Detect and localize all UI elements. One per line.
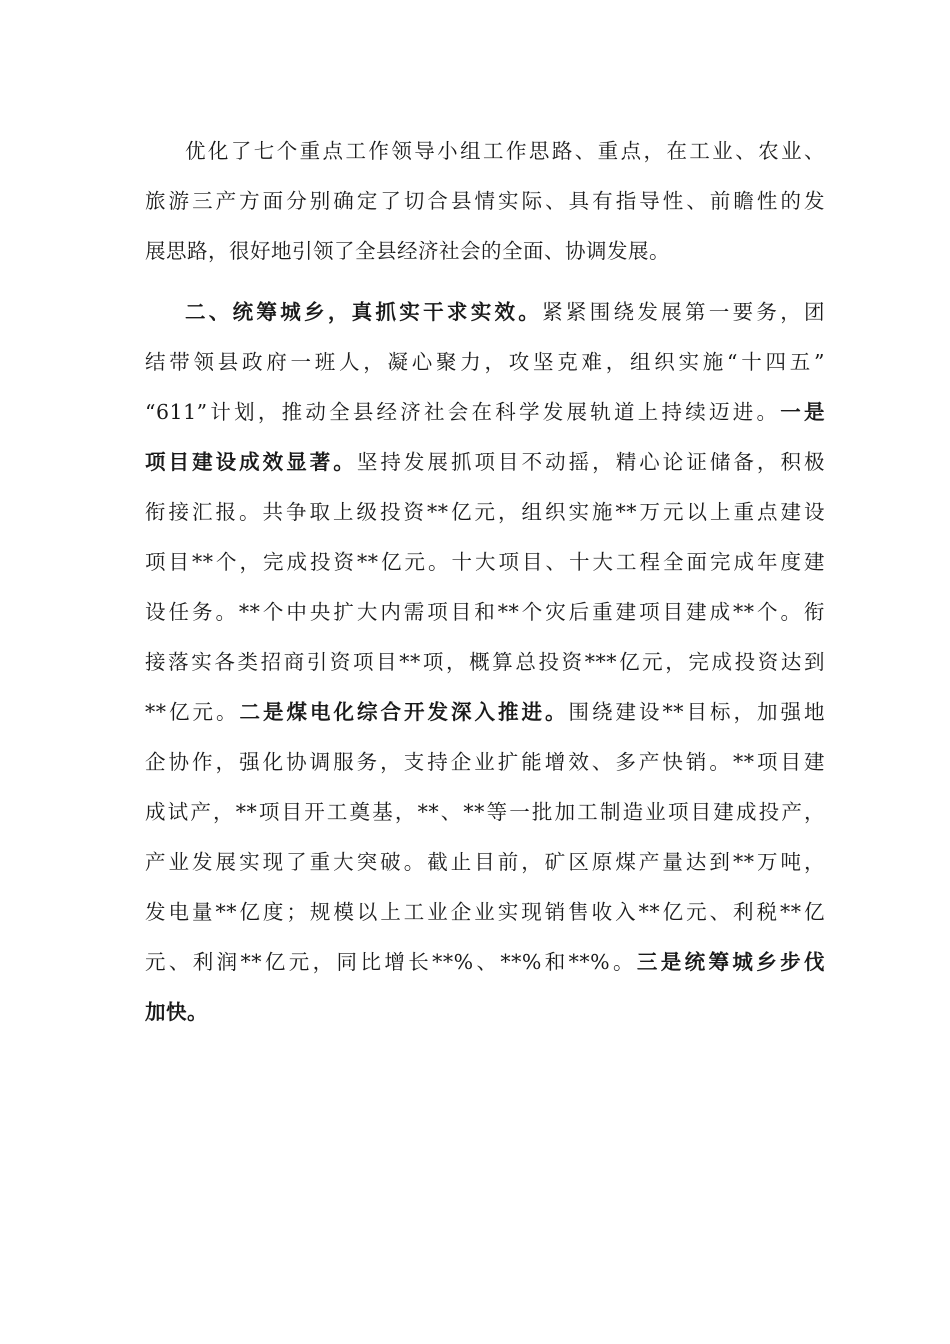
subheading-3-start: 三是统筹城乡步伐 bbox=[636, 950, 826, 974]
paragraph-2-line-13: 发电量**亿度；规模以上工业企业实现销售收入**亿元、利税**亿 bbox=[145, 900, 825, 924]
text-run: 元、利润**亿元，同比增长**%、**%和**%。 bbox=[145, 950, 637, 974]
paragraph-2-line-6: 项目**个，完成投资**亿元。十大项目、十大工程全面完成年度建 bbox=[145, 550, 825, 574]
text-run: 坚持发展抓项目不动摇，精心论证储备，积极 bbox=[356, 450, 826, 474]
paragraph-1-line-2: 旅游三产方面分别确定了切合县情实际、具有指导性、前瞻性的发 bbox=[145, 189, 825, 213]
paragraph-2-line-1 bbox=[185, 287, 825, 337]
paragraph-2-line-5: 衔接汇报。共争取上级投资**亿元，组织实施**万元以上重点建设 bbox=[145, 500, 825, 524]
subheading-3-end: 加快。 bbox=[145, 1000, 208, 1024]
paragraph-2-line-7: 设任务。**个中央扩大内需项目和**个灾后重建项目建成**个。衔 bbox=[145, 600, 825, 624]
text-run: 围绕建设**目标，加强地 bbox=[568, 700, 825, 724]
paragraph-1-line-1: 优化了七个重点工作领导小组工作思路、重点，在工业、农业、 bbox=[185, 139, 825, 163]
text-run: **亿元。 bbox=[145, 700, 240, 724]
paragraph-2-line-8: 接落实各类招商引资项目**项，概算总投资***亿元，完成投资达到 bbox=[145, 650, 825, 674]
paragraph-2-line-14 bbox=[145, 937, 825, 987]
paragraph-2-line-2: 结带领县政府一班人，凝心聚力，攻坚克难，组织实施“十四五” bbox=[145, 350, 825, 374]
paragraph-1-line-3: 展思路，很好地引领了全县经济社会的全面、协调发展。 bbox=[145, 239, 670, 263]
section-heading: 二、统筹城乡，真抓实干求实效。 bbox=[185, 300, 543, 324]
paragraph-2-line-11: 成试产，**项目开工奠基，**、**等一批加工制造业项目建成投产， bbox=[145, 800, 825, 824]
subheading-1-end: 项目建设成效显著。 bbox=[145, 450, 357, 474]
paragraph-2-line-9 bbox=[145, 687, 825, 737]
text-run: “611”计划，推动全县经济社会在科学发展轨道上持续迈进。 bbox=[145, 400, 781, 424]
paragraph-2-line-3 bbox=[145, 387, 825, 437]
subheading-2: 二是煤电化综合开发深入推进。 bbox=[239, 700, 569, 724]
paragraph-2-line-10: 企协作，强化协调服务，支持企业扩能增效、多产快销。**项目建 bbox=[145, 750, 825, 774]
paragraph-2-line-4 bbox=[145, 437, 825, 487]
subheading-1-start: 一是 bbox=[780, 400, 825, 424]
paragraph-2-line-15 bbox=[145, 987, 825, 1037]
paragraph-2-line-12: 产业发展实现了重大突破。截止目前，矿区原煤产量达到**万吨， bbox=[145, 850, 825, 874]
text-run: 紧紧围绕发展第一要务，团 bbox=[542, 300, 826, 324]
